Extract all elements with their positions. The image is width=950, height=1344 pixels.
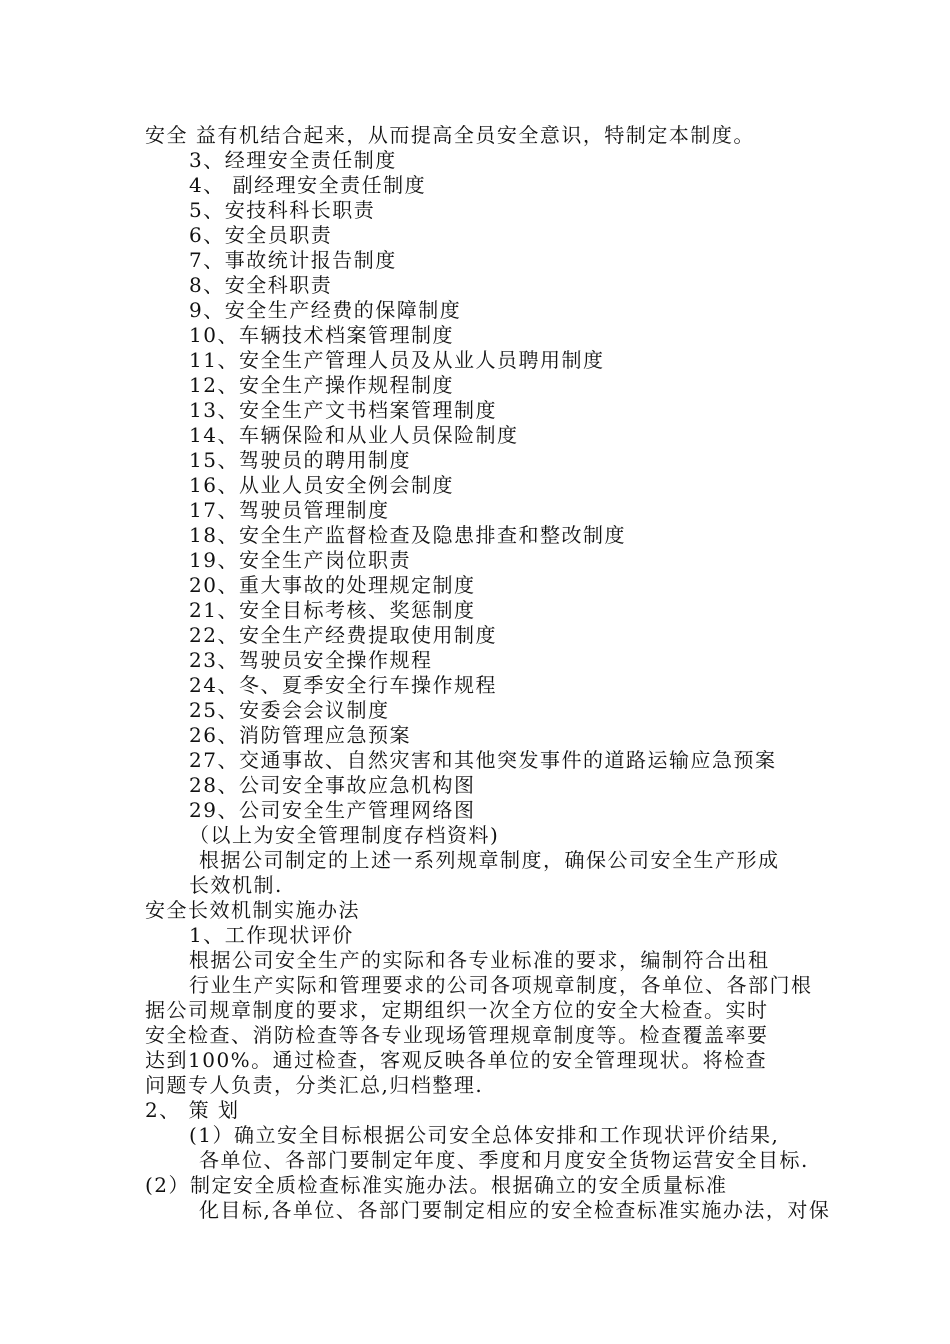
list-item: 3、经理安全责任制度 [189,148,397,172]
list-item: 18、安全生产监督检查及隐患排查和整改制度 [189,523,626,547]
paragraph-line: 据公司规章制度的要求，定期组织一次全方位的安全大检查。实时 [145,998,769,1022]
paragraph-line: 安全长效机制实施办法 [145,898,360,922]
list-item: 21、安全目标考核、奖惩制度 [189,598,476,622]
list-item: 20、重大事故的处理规定制度 [189,573,476,597]
paragraph-line: 安全检查、消防检查等各专业现场管理规章制度等。检查覆盖率要 [145,1023,769,1047]
list-item: 19、安全生产岗位职责 [189,548,411,572]
list-item: 25、安委会会议制度 [189,698,390,722]
document-body [145,123,831,1248]
list-item: 5、安技科科长职责 [189,198,376,222]
list-item: 29、公司安全生产管理网络图 [189,798,476,822]
list-item: 12、安全生产操作规程制度 [189,373,454,397]
paragraph-line [145,1223,825,1248]
paragraph-line: 安全 益有机结合起来，从而提高全员安全意识，特制定本制度。 [145,123,755,147]
list-item: 22、安全生产经费提取使用制度 [189,623,497,647]
list-item: 4、 副经理安全责任制度 [189,173,427,197]
list-item: 23、驾驶员安全操作规程 [189,648,433,672]
list-item: 9、安全生产经费的保障制度 [189,298,462,322]
paragraph-line: 长效机制. [189,873,283,897]
paragraph-line: 达到100%。通过检查，客观反映各单位的安全管理现状。将检查 [145,1048,768,1072]
paragraph-line: 2、 策 划 [145,1098,240,1122]
list-item: 17、驾驶员管理制度 [189,498,390,522]
list-item: 13、安全生产文书档案管理制度 [189,398,497,422]
list-item: （以上为安全管理制度存档资料) [189,823,500,847]
list-item: 15、驾驶员的聘用制度 [189,448,411,472]
paragraph-line: 化目标,各单位、各部门要制定相应的安全检查标准实施办法，对保 [199,1198,831,1222]
list-item: 16、从业人员安全例会制度 [189,473,454,497]
subsection-heading: (1）确立安全目标根据公司安全总体安排和工作现状评价结果, [189,1123,780,1147]
paragraph-line: 问题专人负责，分类汇总,归档整理. [145,1073,484,1097]
list-item: 6、安全员职责 [189,223,333,247]
list-item: 7、事故统计报告制度 [189,248,397,272]
list-item: 8、安全科职责 [189,273,333,297]
section-heading: 1、工作现状评价 [189,923,354,947]
paragraph-line: 各单位、各部门要制定年度、季度和月度安全货物运营安全目标. [199,1148,809,1172]
paragraph-line: 行业生产实际和管理要求的公司各项规章制度，各单位、各部门根 [189,973,813,997]
archive-note: 根据公司制定的上述一系列规章制度，确保公司安全生产形成 [199,848,780,872]
subsection-heading: 根据公司安全生产的实际和各专业标准的要求，编制符合出租 [189,948,770,972]
list-item: 24、冬、夏季安全行车操作规程 [189,673,497,697]
list-item: 28、公司安全事故应急机构图 [189,773,476,797]
paragraph-line: (2）制定安全质检查标准实施办法。根据确立的安全质量标准 [145,1173,728,1197]
list-item: 11、安全生产管理人员及从业人员聘用制度 [189,348,605,372]
list-item: 26、消防管理应急预案 [189,723,411,747]
list-item: 14、车辆保险和从业人员保险制度 [189,423,519,447]
list-item: 10、车辆技术档案管理制度 [189,323,454,347]
list-item: 27、交通事故、自然灾害和其他突发事件的道路运输应急预案 [189,748,777,772]
